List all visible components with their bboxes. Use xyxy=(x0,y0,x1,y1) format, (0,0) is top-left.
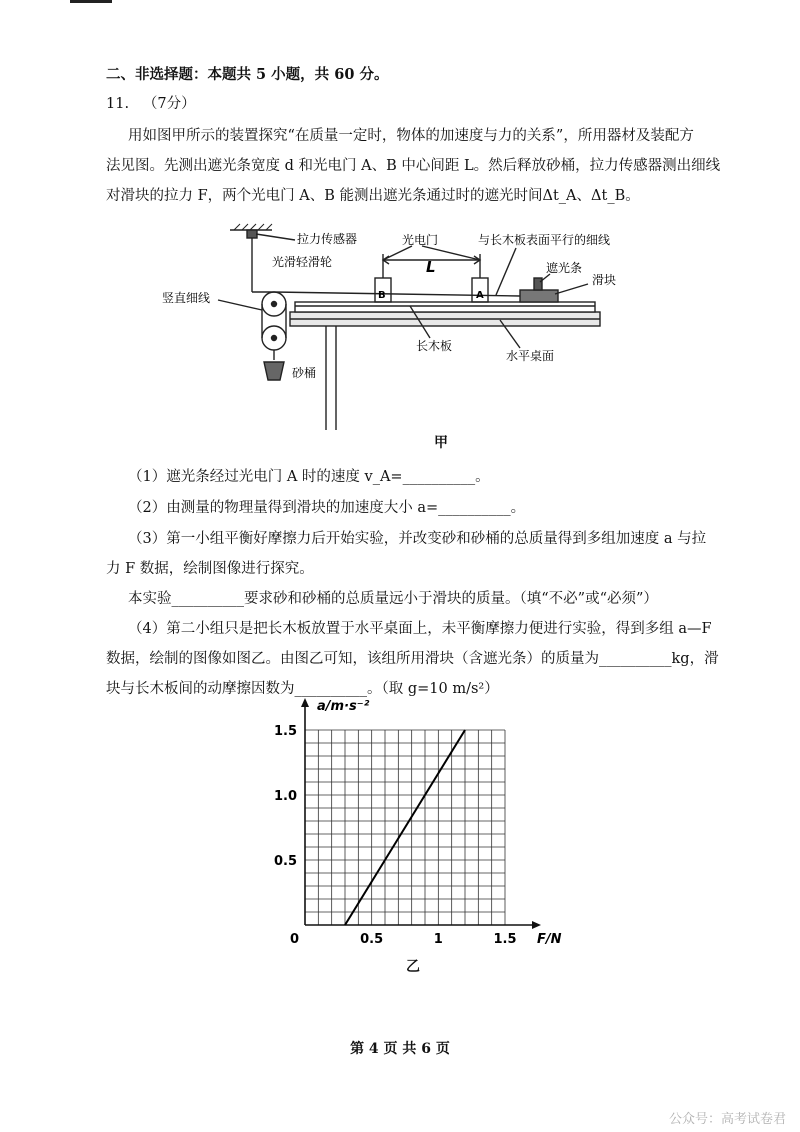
chart-yi-caption: 乙 xyxy=(406,959,420,975)
figure-jia xyxy=(160,220,640,450)
chart-yi xyxy=(260,695,600,955)
part-3-line-3: 本实验__________要求砂和砂桶的总质量远小于滑块的质量。（填“不必”或“必须”） xyxy=(128,591,658,607)
label-vertical-string: 竖直细线 xyxy=(162,291,211,305)
question-number: 11. （7分） xyxy=(106,96,196,112)
intro-line-3: 对滑块的拉力 F，两个光电门 A、B 能测出遮光条通过时的遮光时间Δt_A、Δt_B。 xyxy=(106,188,640,204)
x-tick-label: 1 xyxy=(433,932,443,947)
watermark: 公众号：高考试卷君 xyxy=(668,1112,786,1127)
part-1: （1）遮光条经过光电门 A 时的速度 v_A=__________。 xyxy=(128,469,490,485)
x-tick-label: 0.5 xyxy=(360,932,384,947)
chart-ylabel: a/m·s⁻² xyxy=(317,699,370,714)
part-4-line-2: 数据，绘制的图像如图乙。由图乙可知，该组所用滑块（含遮光条）的质量为__________kg，滑 xyxy=(106,651,719,667)
label-photogate: 光电门 xyxy=(402,233,439,247)
intro-line-2: 法见图。先测出遮光条宽度 d 和光电门 A、B 中心间距 L。然后释放砂桶，拉力传感器测出细线 xyxy=(106,158,721,174)
chart-origin-label: 0 xyxy=(289,932,299,947)
label-L: L xyxy=(426,258,436,276)
label-table: 水平桌面 xyxy=(506,349,555,363)
figure-jia-caption: 甲 xyxy=(434,435,448,451)
label-sensor: 拉力传感器 xyxy=(297,232,358,246)
chart-xlabel: F/N xyxy=(537,932,562,947)
label-parallel-string: 与长木板表面平行的细线 xyxy=(478,233,611,247)
y-tick-label: 0.5 xyxy=(273,854,297,869)
intro-line-1: 用如图甲所示的装置探究“在质量一定时，物体的加速度与力的关系”，所用器材及装配方 xyxy=(128,128,694,144)
part-3-line-1: （3）第一小组平衡好摩擦力后开始实验，并改变砂和砂桶的总质量得到多组加速度 a 与拉 xyxy=(128,531,707,547)
series-line xyxy=(345,730,465,925)
chart-series xyxy=(345,730,465,925)
page-footer: 第 4 页 共 6 页 xyxy=(350,1041,450,1057)
part-4-line-1: （4）第二小组只是把长木板放置于水平桌面上，未平衡摩擦力便进行实验，得到多组 a—F xyxy=(128,621,712,637)
chart-tick-labels xyxy=(274,724,517,947)
y-tick-label: 1.5 xyxy=(273,724,297,739)
label-gate-A: A xyxy=(476,290,484,301)
label-sand-bucket: 砂桶 xyxy=(292,366,317,380)
part-2: （2）由测量的物理量得到滑块的加速度大小 a=__________。 xyxy=(128,500,526,516)
label-gate-B: B xyxy=(378,290,386,301)
label-shade-strip: 遮光条 xyxy=(546,261,583,275)
section-heading: 二、非选择题：本题共 5 小题，共 60 分。 xyxy=(106,66,389,83)
x-tick-label: 1.5 xyxy=(493,932,517,947)
label-board: 长木板 xyxy=(416,339,453,353)
top-rule xyxy=(70,0,112,3)
x-axis-arrow xyxy=(532,921,541,929)
label-pulley: 光滑轻滑轮 xyxy=(272,255,333,269)
part-4-line-3: 块与长木板间的动摩擦因数为__________。（取 g=10 m/s²） xyxy=(106,681,499,697)
y-axis-arrow xyxy=(301,698,309,707)
part-3-line-2: 力 F 数据，绘制图像进行探究。 xyxy=(106,561,314,577)
y-tick-label: 1.0 xyxy=(273,789,297,804)
label-slider: 滑块 xyxy=(592,273,617,287)
